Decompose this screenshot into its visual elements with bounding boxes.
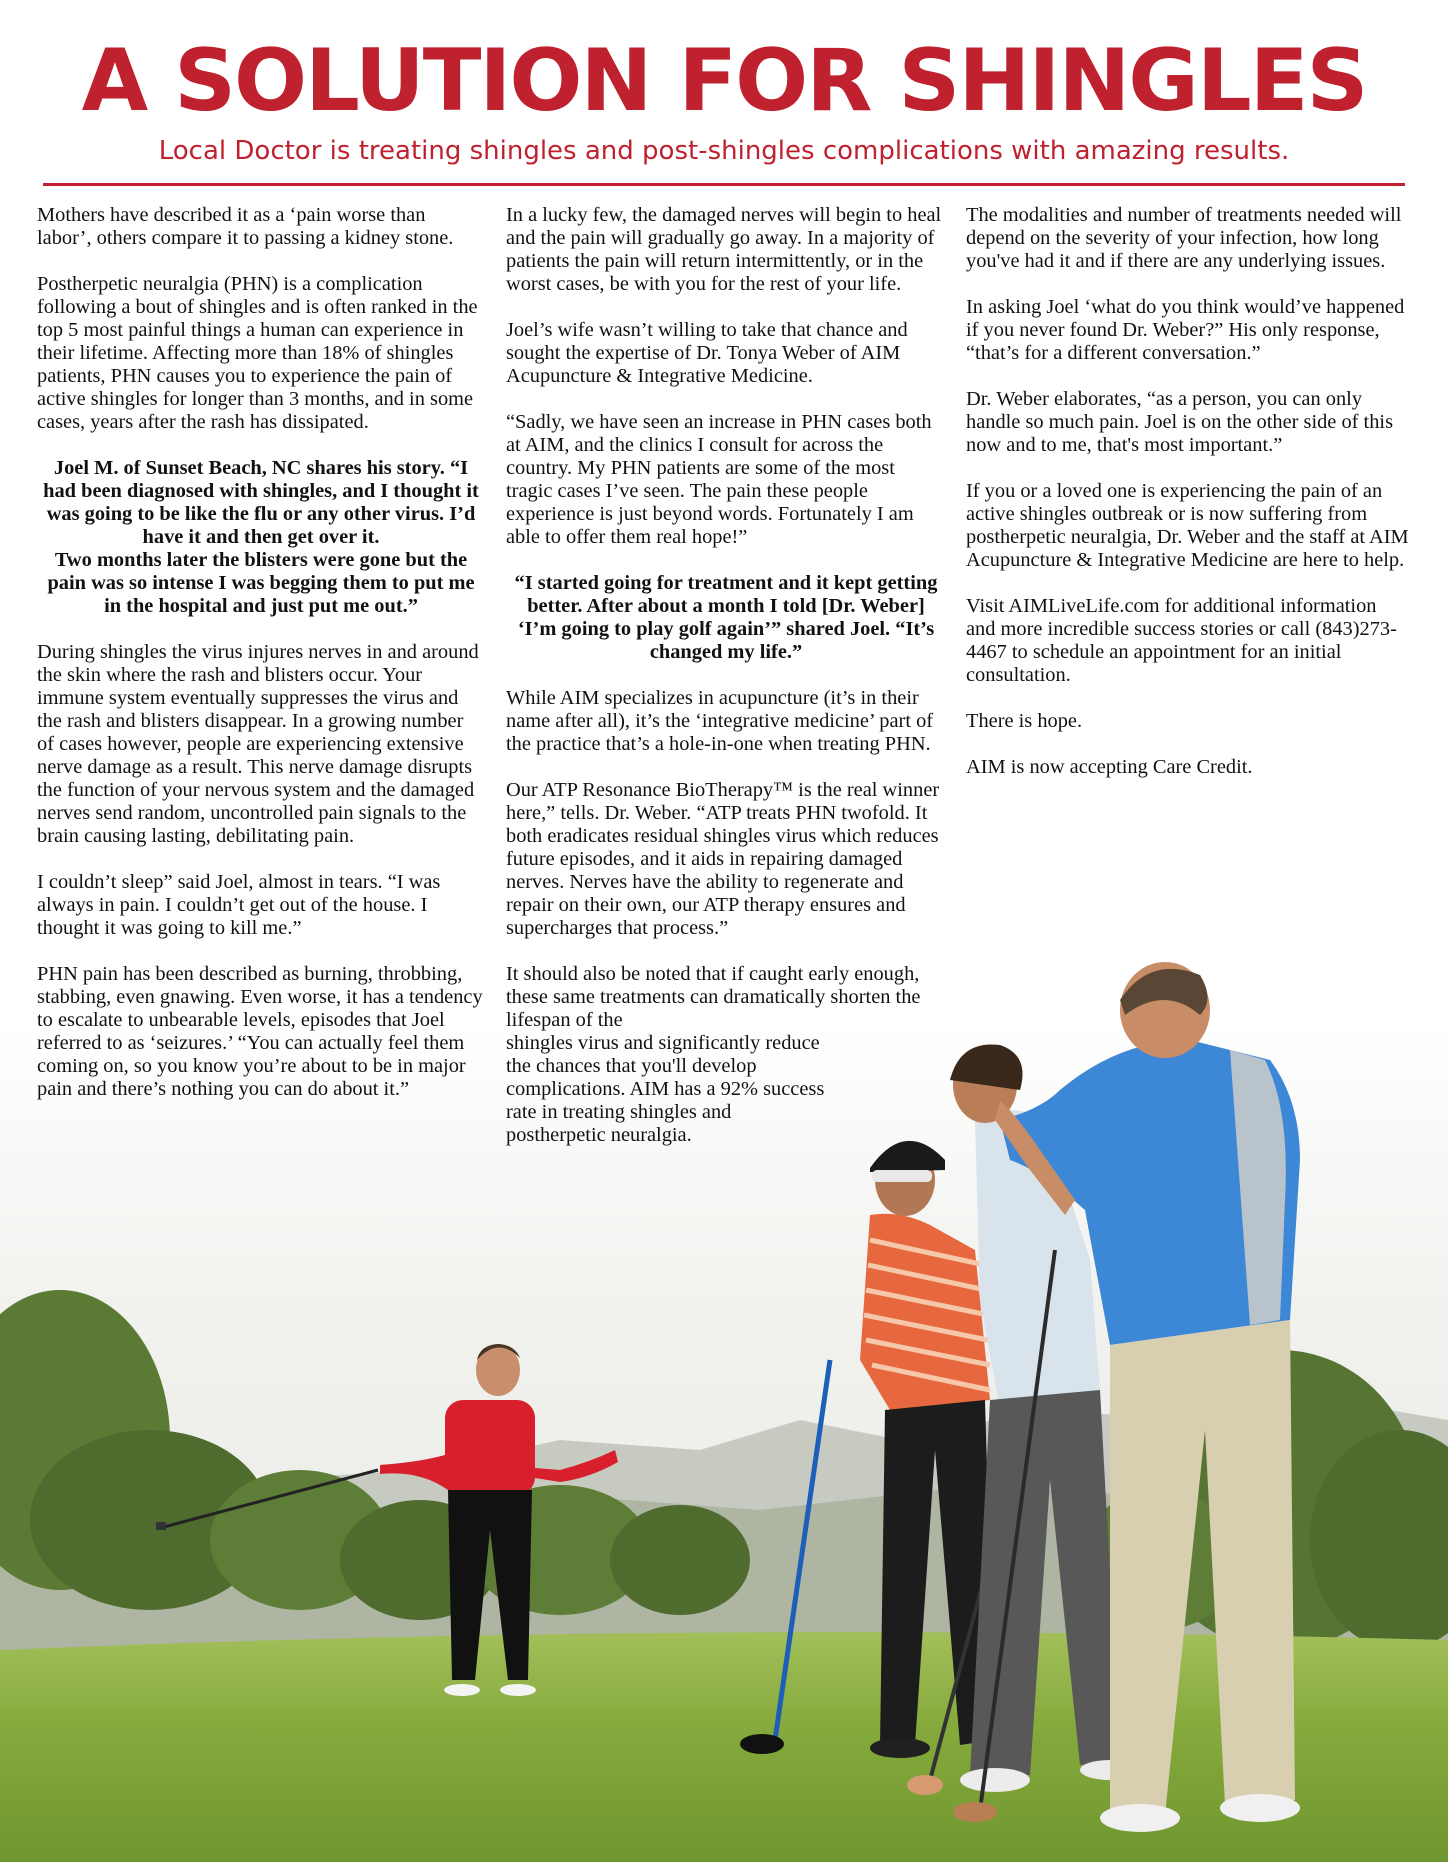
article-column-2: [506, 204, 946, 1170]
article-column-3: [966, 204, 1410, 802]
paragraph: Joel’s wife wasn’t willing to take that chance and sought the expertise of Dr. Tonya Weber of AIM Acupuncture & Integrative Medicine.: [506, 319, 908, 387]
paragraph-wrapped: [506, 963, 946, 1147]
paragraph: During shingles the virus injures nerves in and around the skin where the rash and blisters occur. Your immune system eventually suppresses the virus and the rash and blisters disappear. In a growing number of cases however, people are experiencing extensive nerve damage as a result. This nerve damage disrupts the function of your nervous system and the damaged nerves send random, uncontrolled pain signals to the brain causing lasting, debilitating pain.: [37, 641, 479, 847]
paragraph: PHN pain has been described as burning, throbbing, stabbing, even gnawing. Even worse, it has a tendency to escalate to unbearable levels, episodes that Joel referred to as ‘seizures.’ “You can actually feel them coming on, so you know you’re about to be in major pain and there’s nothing you can do about it.”: [37, 963, 483, 1100]
paragraph: There is hope.: [966, 710, 1083, 732]
paragraph: Mothers have described it as a ‘pain worse than labor’, others compare it to passing a kidney stone.: [37, 204, 454, 249]
paragraph: Our ATP Resonance BioTherapy™ is the real winner here,” tells. Dr. Weber. “ATP treats PHN twofold. It both eradicates residual shingles virus which reduces future episodes, and it aids in repairing damaged nerves. Nerves have the ability to regenerate and repair on their own, our ATP therapy ensures and supercharges that process.”: [506, 779, 940, 939]
pull-quote: [37, 457, 485, 618]
paragraph: I couldn’t sleep” said Joel, almost in tears. “I was always in pain. I couldn’t get out of the house. I thought it was going to kill me.”: [37, 871, 441, 939]
article-column-1: [37, 204, 485, 1124]
paragraph-part-2: shingles virus and significantly reduce the chances that you'll develop complications. AIM has a 92% success rate in treating shingles and postherpetic neuralgia.: [506, 1032, 825, 1146]
paragraph: Dr. Weber elaborates, “as a person, you can only handle so much pain. Joel is on the other side of this now and to me, that's most important.”: [966, 388, 1393, 456]
paragraph: If you or a loved one is experiencing the pain of an active shingles outbreak or is now suffering from postherpetic neuralgia, Dr. Weber and the staff at AIM Acupuncture & Integrative Medicine are here to help.: [966, 480, 1409, 571]
paragraph: Postherpetic neuralgia (PHN) is a complication following a bout of shingles and is often ranked in the top 5 most painful things a human can experience in their lifetime. Affecting more than 18% of shingles patients, PHN causes you to experience the pain of active shingles for longer than 3 months, and in some cases, years after the rash has dissipated.: [37, 273, 478, 433]
paragraph: While AIM specializes in acupuncture (it’s in their name after all), it’s the ‘integrative medicine’ part of the practice that’s a hole-in-one when treating PHN.: [506, 687, 934, 755]
paragraph-part-1: It should also be noted that if caught early enough, these same treatments can dramatically shorten the lifespan of the: [506, 963, 921, 1031]
headline: A SOLUTION FOR SHINGLES: [81, 31, 1367, 131]
pull-quote-part-1: Joel M. of Sunset Beach, NC shares his story. “I had been diagnosed with shingles, and I thought it was going to be like the flu or any other virus. I’d have it and then get over it.: [43, 457, 479, 548]
pull-quote: “I started going for treatment and it kept getting better. After about a month I told [Dr. Weber] ‘I’m going to play golf again’” shared Joel. “It’s changed my life.”: [514, 572, 938, 663]
header-divider: [43, 183, 1405, 186]
paragraph: The modalities and number of treatments needed will depend on the severity of your infection, how long you've had it and if there are any underlying issues.: [966, 204, 1402, 272]
paragraph: “Sadly, we have seen an increase in PHN cases both at AIM, and the clinics I consult for across the country. My PHN patients are some of the most tragic cases I’ve seen. The pain these people experience is just beyond words. Fortunately I am able to offer them real hope!”: [506, 411, 932, 548]
pull-quote-part-2: Two months later the blisters were gone but the pain was so intense I was begging them to put me in the hospital and just put me out.”: [47, 549, 475, 617]
contact-paragraph: Visit AIMLiveLife.com for additional information and more incredible success stories or call (843)273-4467 to schedule an appointment for an initial consultation.: [966, 595, 1397, 686]
paragraph: AIM is now accepting Care Credit.: [966, 756, 1253, 778]
paragraph: In asking Joel ‘what do you think would’ve happened if you never found Dr. Weber?” His only response, “that’s for a different conversation.”: [966, 296, 1405, 364]
subheadline: Local Doctor is treating shingles and post-shingles complications with amazing results.: [158, 136, 1290, 166]
paragraph: In a lucky few, the damaged nerves will begin to heal and the pain will gradually go away. In a majority of patients the pain will return intermittently, or in the worst cases, be with you for the rest of your life.: [506, 204, 942, 295]
